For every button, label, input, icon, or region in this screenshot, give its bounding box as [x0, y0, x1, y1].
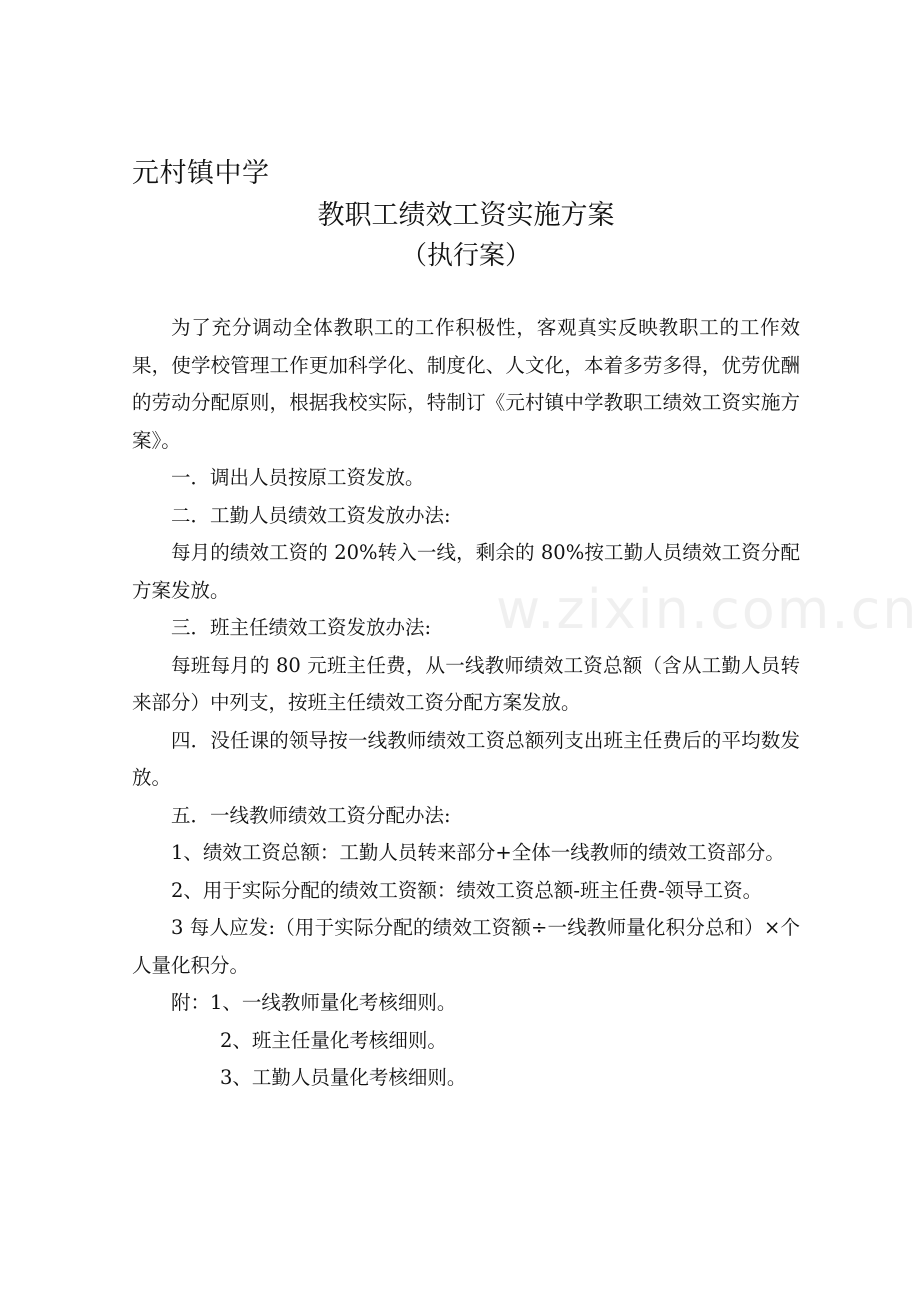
document-title: 教职工绩效工资实施方案: [317, 200, 615, 231]
section-5-item-1: 1、绩效工资总额：工勤人员转来部分+全体一线教师的绩效工资部分。: [171, 841, 785, 864]
section-3-heading: 三．班主任绩效工资发放办法:: [171, 616, 432, 639]
school-name: 元村镇中学: [132, 158, 270, 189]
section-2-body: 每月的绩效工资的 20%转入一线，剩余的 80%按工勤人员绩效工资分配方案发放。: [132, 541, 800, 602]
appendix-item-2: 2、班主任量化考核细则。: [220, 1028, 447, 1052]
section-5-heading: 五．一线教师绩效工资分配办法:: [171, 803, 451, 827]
appendix-item-3: 3、工勤人员量化考核细则。: [220, 1066, 467, 1089]
intro-paragraph: 为了充分调动全体教职工的工作积极性，客观真实反映教职工的工作效果，使学校管理工作更加科学化、制度化、人文化，本着多劳多得，优劳优酬的劳动分配原则，根据我校实际，特制订《元村镇中学教职工绩效工资实施方案》。: [132, 316, 800, 452]
document-body: [132, 309, 800, 1097]
section-3-body: 每班每月的 80 元班主任费，从一线教师绩效工资总额（含从工勤人员转来部分）中列支，按班主任绩效工资分配方案发放。: [132, 653, 800, 714]
appendix-item-1: 附：1、一线教师量化考核细则。: [171, 991, 457, 1014]
document-subtitle: （执行案）: [400, 241, 531, 271]
section-4: 四．没任课的领导按一线教师绩效工资总额列支出班主任费后的平均数发放。: [132, 728, 800, 789]
watermark: w.zixin.com.cn: [496, 578, 919, 641]
section-5-item-3: 3 每人应发:（用于实际分配的绩效工资额÷一线教师量化积分总和）×个人量化积分。: [132, 916, 800, 977]
section-5-item-2: 2、用于实际分配的绩效工资额：绩效工资总额-班主任费-领导工资。: [171, 878, 763, 902]
section-1: 一．调出人员按原工资发放。: [171, 466, 425, 489]
section-2-heading: 二．工勤人员绩效工资发放办法:: [171, 503, 451, 527]
